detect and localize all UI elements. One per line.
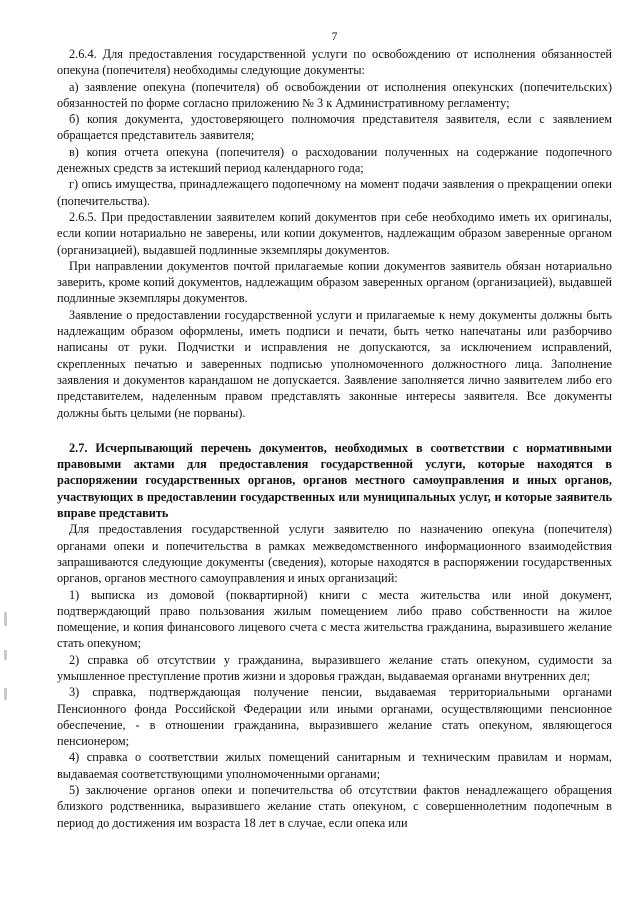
- paragraph-application-requirements: Заявление о предоставлении государственной услуги и прилагаемые к нему документы должны быть надлежащим образом оформлены, иметь подписи и печати, быть четко напечатаны или разборчиво написаны от руки. Подчистки и исправления не допускаются, за исключением исправлений, скрепленных печатью и заверенных подписью уполномоченного должностного лица. Заполнение заявления и документов карандашом не допускается. Заявление заполняется лично заявителем либо его представителем, наделенным правом представлять законные интересы заявителя. Все документы должны быть целыми (не порваны).: [57, 307, 612, 420]
- scan-margin-mark: [4, 650, 7, 660]
- paragraph-mail-copies: При направлении документов почтой прилагаемые копии документов заявитель обязан нотариально заверить, кроме копий документов, надлежащим образом заверенных органом (организацией), выдавшей подлинные экземпляры документов.: [57, 258, 612, 306]
- list-item-3: 3) справка, подтверждающая получение пенсии, выдаваемая территориальными органами Пенсионного фонда Российской Федерации или иными органами, осуществляющими пенсионное обеспечение, - в отношении гражданина, выразившего желание стать опекуном, являющегося пенсионером;: [57, 685, 612, 749]
- list-item-5: 5) заключение органов опеки и попечительства об отсутствии фактов ненадлежащего обращения близкого родственника, выразившего желание стать опекуном, с совершеннолетним подопечным в период до достижения им возраста 18 лет в случае, если опека или: [57, 783, 612, 830]
- page-number: 7: [331, 31, 338, 43]
- paragraph-2-6-4: 2.6.4. Для предоставления государственной услуги по освобождению от исполнения обязанностей опекуна (попечителя) необходимы следующие документы:: [57, 47, 612, 78]
- section-heading-2-7: 2.7. Исчерпывающий перечень документов, необходимых в соответствии с нормативными правовыми актами для предоставления государственной услуги, которые находятся в распоряжении государственных органов, органов местного самоуправления и иных органов, участвующих в предоставлении государственных или муниципальных услуг, и которые заявитель вправе представить: [57, 440, 612, 521]
- list-item-2: 2) справка об отсутствии у гражданина, выразившего желание стать опекуном, судимости за умышленное преступление против жизни и здоровья граждан, выдаваемая органами внутренних дел;: [57, 652, 612, 683]
- list-item-a: а) заявление опекуна (попечителя) об освобождении от исполнения опекунских (попечительских) обязанностей по форме согласно приложению № 3 к Административному регламенту;: [57, 79, 612, 110]
- list-item-b: б) копия документа, удостоверяющего полномочия представителя заявителя, если с заявлением обращается представитель заявителя;: [57, 112, 612, 143]
- list-item-g: г) опись имущества, принадлежащего подопечному на момент подачи заявления о прекращении опеки (попечительства).: [57, 177, 612, 208]
- list-item-4: 4) справка о соответствии жилых помещений санитарным и техническим правилам и нормам, выдаваемая соответствующими уполномоченными органами;: [57, 750, 612, 781]
- list-item-v: в) копия отчета опекуна (попечителя) о расходовании полученных на содержание подопечного денежных средств за истекший период календарного года;: [57, 144, 612, 176]
- scan-margin-mark: [4, 612, 7, 626]
- document-page: [57, 30, 612, 831]
- paragraph-2-7-intro: Для предоставления государственной услуги заявителю по назначению опекуна (попечителя) органами опеки и попечительства в рамках межведомственного информационного взаимодействия запрашиваются следующие документы (сведения), которые находятся в распоряжении государственных органов, органов местного самоуправления и иных организаций:: [57, 522, 612, 586]
- list-item-1: 1) выписка из домовой (поквартирной) книги с места жительства или иной документ, подтверждающий право пользования жилым помещением либо право собственности на жилое помещение, и копия финансового лицевого счета с места жительства гражданина, выразившего желание стать опекуном;: [57, 587, 612, 651]
- paragraph-2-6-5: 2.6.5. При предоставлении заявителем копий документов при себе необходимо иметь их оригиналы, если копии нотариально не заверены, или копии документов, надлежащим образом заверенные органом (организацией), выдавшей подлинные экземпляры документов.: [57, 209, 612, 257]
- scan-margin-mark: [4, 688, 7, 700]
